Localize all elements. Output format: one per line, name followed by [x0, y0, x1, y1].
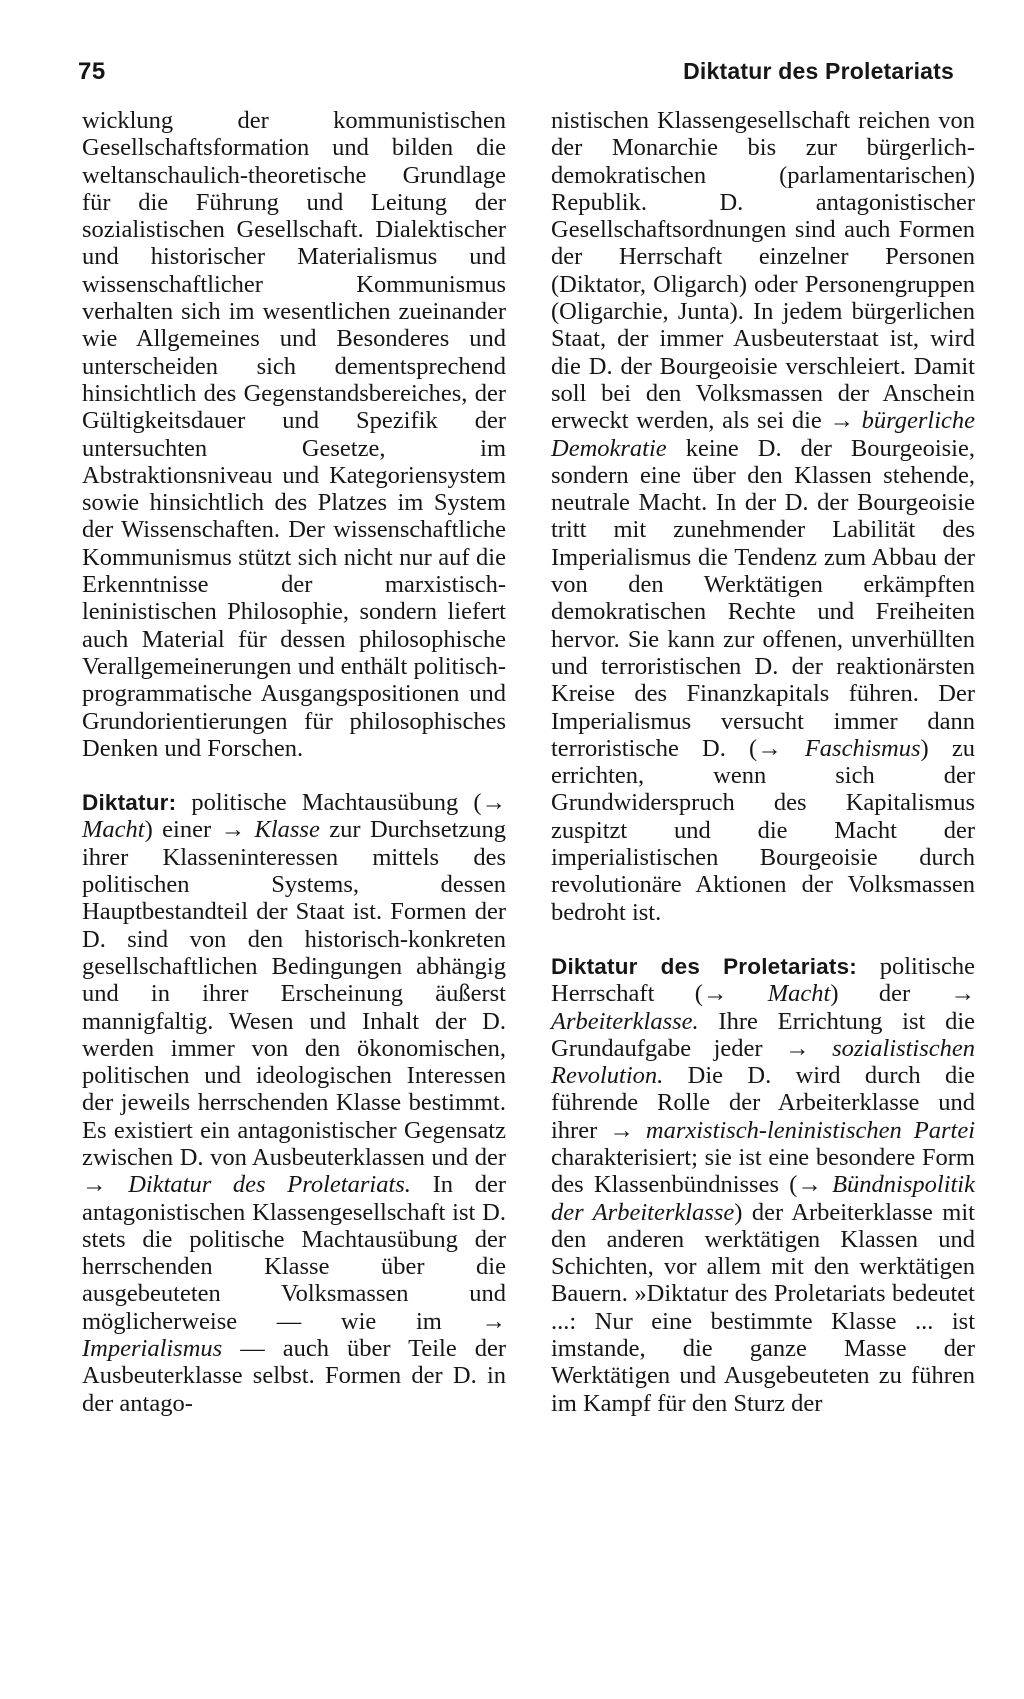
- intro-text: wicklung der kommunistischen Gesellschaftsformation und bilden die weltanschaulich-theoretische Grundlage für die Führung und Leitung der sozialistischen Gesellschaft. Dialektischer und historischer Materialismus und wissenschaftlicher Kommunismus verhalten sich im wesentlichen zueinander wie Allgemeines und Besonderes und unterscheiden sich dementsprechend hinsichtlich des Gegenstandsbereiches, der Gültigkeitsdauer und Spezifik der untersuchten Gesetze, im Abstraktionsniveau und Kategoriensystem sowie hinsichtlich des Platzes im System der Wissenschaften. Der wissenschaftliche Kommunismus stützt sich nicht nur auf die Erkenntnisse der marxistisch-leninistischen Philosophie, sondern liefert auch Material für dessen philosophische Verallgemeinerungen und enthält politisch-programmatische Ausgangspositionen und Grundorientierungen für philosophisches Denken und Forschen.: [82, 107, 506, 762]
- arrow-icon: →: [481, 1307, 506, 1335]
- left-column: [82, 107, 506, 1417]
- arrow-icon: →: [702, 980, 728, 1008]
- right-column: [551, 107, 975, 1417]
- entry-text: ) der: [830, 980, 951, 1008]
- arrow-icon: →: [82, 1171, 107, 1199]
- cross-reference-label: Arbeiterklasse.: [551, 1007, 699, 1035]
- entry-text: charakterisiert; sie ist eine besondere Form des Klassenbündnisses (: [551, 1143, 975, 1199]
- entry-text: politische Herrschaft (: [551, 952, 975, 1008]
- cross-reference-label: Diktatur des Proletariats.: [128, 1171, 411, 1199]
- entry-diktatur-des-proletariats: [551, 953, 975, 1417]
- entry-text: nistischen Klassengesellschaft reichen von der Monarchie bis zur bürgerlich-demokratischen (parlamentarischen) Republik. D. antagonistischer Gesellschaftsordnungen sind auch Formen der Herrschaft einzelner Personen (Diktator, Oligarch) oder Personengruppen (Oligarchie, Junta). In jedem bürgerlichen Staat, der immer Ausbeuterstaat ist, wird die D. der Bourgeoisie verschleiert. Damit soll bei den Volksmassen der Anschein erweckt werden, als sei die: [551, 107, 975, 435]
- entry-diktatur: [82, 789, 506, 1417]
- cross-reference-diktatur-des-proletariats[interactable]: [82, 1171, 411, 1198]
- entry-headword: Diktatur des Proletariats:: [551, 953, 857, 979]
- cross-reference-label: Bündnispolitik der Arbeiterklasse: [551, 1171, 975, 1226]
- entry-diktatur-continuation: [551, 107, 975, 926]
- running-head: Diktatur des Proletariats: [683, 58, 954, 84]
- cross-reference-label: Macht: [767, 980, 831, 1008]
- cross-reference-label: Macht: [82, 816, 145, 844]
- cross-reference-label: Faschismus: [804, 734, 921, 762]
- entry-text: — auch über Teile der Ausbeuterklasse selbst. Formen der D. in der antago-: [82, 1335, 506, 1417]
- cross-reference-label: Imperialismus: [82, 1335, 223, 1363]
- cross-reference-label: sozialistischen Revolution.: [551, 1034, 975, 1090]
- arrow-icon: →: [829, 407, 854, 435]
- entry-text: Die D. wird durch die führende Rolle der Arbeiterklasse und ihrer: [551, 1062, 975, 1144]
- entry-text: ) zu errichten, wenn sich der Grundwiderspruch des Kapitalismus zuspitzt und die Macht der imperialistischen Bourgeoisie durch revolutionäre Aktionen der Volksmassen bedroht ist.: [551, 734, 975, 926]
- cross-reference-marxistisch-leninistische-partei[interactable]: [609, 1117, 975, 1144]
- cross-reference-label: marxistisch-leninistischen Partei: [645, 1116, 976, 1144]
- cross-reference-macht[interactable]: [703, 980, 830, 1007]
- arrow-icon: →: [785, 1034, 810, 1062]
- entry-text: ) einer: [144, 816, 221, 844]
- intro-paragraph: [82, 107, 506, 762]
- arrow-icon: →: [609, 1116, 634, 1144]
- entry-text: ) der Arbeiterklasse mit den anderen werktätigen Klassen und Schichten, vor allem mit den werktätigen Bauern. »Diktatur des Proletariats bedeutet ...: Nur eine bestimmte Klasse ... ist imstande, die ganze Masse der Werktätigen und Ausgebeuteten zu führen im Kampf für den Sturz der: [551, 1198, 975, 1417]
- entry-text: In der antagonistischen Klassengesellschaft ist D. stets die politische Machtausübung der herrschenden Klasse über die ausgebeuteten Volksmassen und möglicherweise — wie im: [82, 1171, 507, 1335]
- arrow-icon: →: [950, 980, 976, 1008]
- cross-reference-faschismus[interactable]: [757, 735, 920, 762]
- arrow-icon: →: [220, 816, 246, 844]
- arrow-icon: →: [757, 734, 782, 762]
- page-number: 75: [78, 58, 106, 85]
- cross-reference-label: Klasse: [254, 816, 320, 844]
- entry-headword: Diktatur:: [82, 790, 177, 816]
- arrow-icon: →: [481, 789, 506, 817]
- cross-reference-klasse[interactable]: [221, 816, 320, 843]
- entry-text: keine D. der Bourgeoisie, sondern eine über den Klassen stehende, neutrale Macht. In der D. der Bourgeoisie tritt mit zunehmender Labilität des Imperialismus die Tendenz zum Abbau der von den Werktätigen erkämpften demokratischen Rechte und Freiheiten hervor. Sie kann zur offenen, unverhüllten und terroristischen D. der reaktionärsten Kreise des Finanzkapitals führen. Der Imperialismus versucht immer dann terroristische D. (: [551, 434, 975, 762]
- entry-text: politische Machtausübung (: [176, 789, 482, 817]
- arrow-icon: →: [797, 1171, 822, 1199]
- entry-text: zur Durchsetzung ihrer Klasseninteressen mittels des politischen Systems, dessen Hauptbestandteil der Staat ist. Formen der D. sind von den historisch-konkreten gesellschaftlichen Bedingungen abhängig und in ihrer Erscheinung äußerst mannigfaltig. Wesen und Inhalt der D. werden immer von den ökonomischen, politischen und ideologischen Interessen der jeweils herrschenden Klasse bestimmt. Es existiert ein antagonistischer Gegensatz zwischen D. von Ausbeuterklassen und der: [82, 816, 507, 1171]
- entry-text: Ihre Errichtung ist die Grundaufgabe jeder: [551, 1007, 975, 1062]
- cross-reference-label: bürgerliche Demokratie: [551, 407, 976, 462]
